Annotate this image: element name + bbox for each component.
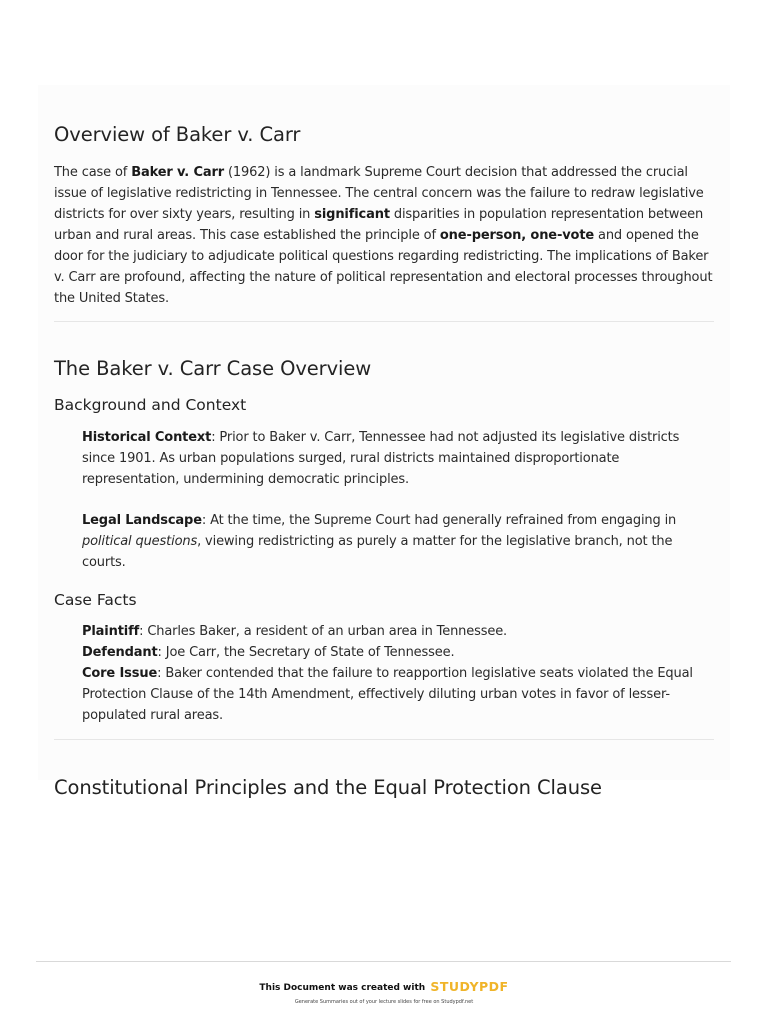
footer-divider — [36, 961, 731, 962]
emphasis-principle: one-person, one-vote — [439, 228, 595, 243]
subheading-background: Background and Context — [54, 396, 247, 414]
defendant-line: Defendant: Joe Carr, the Secretary of State of Tennessee. — [82, 645, 455, 660]
subheading-case-facts: Case Facts — [54, 591, 137, 609]
overview-paragraph: The case of Baker v. Carr (1962) is a landmark Supreme Court decision that addressed the crucial issue of legislative redistricting in Tennessee. The central concern was the failure to redraw legislative districts for over sixty years, resulting in significant disparities in population representation between urban and rural areas. This case established the principle of one-person, one-vote and opened the door for the judiciary to adjudicate political questions regarding redistricting. The implications of Baker v. Carr are profound, affecting the nature of political representation and electoral processes throughout the United States. — [54, 165, 713, 306]
legal-landscape-paragraph: Legal Landscape: At the time, the Supreme Court had generally refrained from engaging in political questions, viewing redistricting as purely a matter for the legislative branch, not the courts. — [82, 513, 677, 570]
section-heading-case-overview: The Baker v. Carr Case Overview — [54, 357, 372, 380]
core-issue-paragraph: Core Issue: Baker contended that the failure to reapportion legislative seats violated the Equal Protection Clause of the 14th Amendment, effectively diluting urban votes in favor of lesser-populated rural areas. — [82, 666, 693, 723]
document-content — [38, 85, 730, 799]
plaintiff-line: Plaintiff: Charles Baker, a resident of an urban area in Tennessee. — [82, 624, 508, 639]
case-name: Baker v. Carr — [131, 165, 224, 180]
section-heading-overview: Overview of Baker v. Carr — [54, 123, 301, 146]
footer-subtext: Generate Summaries out of your lecture slides for free on Studypdf.net — [294, 999, 474, 1005]
studypdf-logo[interactable]: STUDYPDF — [430, 979, 509, 994]
emphasis-significant: significant — [314, 207, 390, 222]
footer-created-with: This Document was created with STUDYPDF — [259, 979, 509, 994]
section-heading-constitutional: Constitutional Principles and the Equal Protection Clause — [54, 776, 602, 799]
historical-context-paragraph: Historical Context: Prior to Baker v. Carr, Tennessee had not adjusted its legislative districts since 1901. As urban populations surged, rural districts maintained disproportionate representation, undermining democratic principles. — [82, 430, 680, 487]
